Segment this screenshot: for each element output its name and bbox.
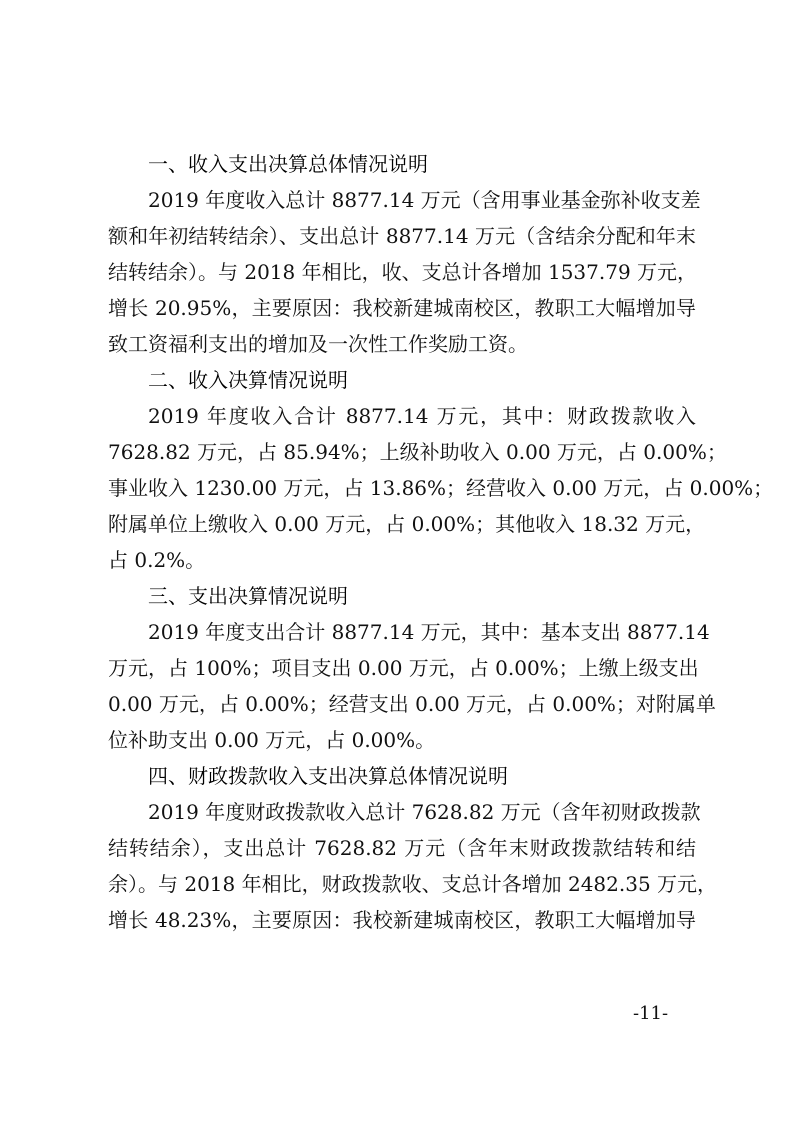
paragraph-line: 致工资福利支出的增加及一次性工作奖励工资。 — [108, 332, 528, 356]
section-fiscal-appropriation — [108, 758, 718, 938]
paragraph-line: 2019 年度收入合计 8877.14 万元，其中：财政拨款收入 — [148, 404, 696, 428]
paragraph-line: 位补助支出 0.00 万元，占 0.00%。 — [108, 728, 436, 752]
paragraph-line: 增长 20.95%，主要原因：我校新建城南校区，教职工大幅增加导 — [108, 296, 696, 320]
section-heading: 二、收入决算情况说明 — [148, 368, 348, 392]
document-body — [108, 146, 774, 938]
paragraph-line: 事业收入 1230.00 万元，占 13.86%；经营收入 0.00 万元，占 0.00%； — [108, 476, 774, 500]
paragraph-line: 余）。与 2018 年相比，财政拨款收、支总计各增加 2482.35 万元， — [108, 872, 718, 896]
paragraph-line: 占 0.2%。 — [108, 548, 206, 572]
paragraph-line: 附属单位上缴收入 0.00 万元，占 0.00%；其他收入 18.32 万元， — [108, 512, 706, 536]
section-paragraph — [108, 182, 701, 362]
section-heading: 一、收入支出决算总体情况说明 — [148, 152, 428, 176]
paragraph-line: 增长 48.23%，主要原因：我校新建城南校区，教职工大幅增加导 — [108, 908, 696, 932]
section-heading: 四、财政拨款收入支出决算总体情况说明 — [148, 764, 508, 788]
paragraph-line: 万元，占 100%；项目支出 0.00 万元，占 0.00%；上缴上级支出 — [108, 656, 699, 680]
paragraph-line: 2019 年度财政拨款收入总计 7628.82 万元（含年初财政拨款 — [148, 800, 701, 824]
paragraph-line: 2019 年度支出合计 8877.14 万元，其中：基本支出 8877.14 — [148, 620, 710, 644]
page-number: -11- — [633, 1003, 669, 1024]
paragraph-line: 2019 年度收入总计 8877.14 万元（含用事业基金弥补收支差 — [148, 188, 701, 212]
section-paragraph — [108, 398, 774, 578]
section-paragraph — [108, 614, 716, 758]
section-paragraph — [108, 794, 718, 938]
section-heading: 三、支出决算情况说明 — [148, 584, 348, 608]
paragraph-line: 结转结余），支出总计 7628.82 万元（含年末财政拨款结转和结 — [108, 836, 696, 860]
paragraph-line: 结转结余）。与 2018 年相比，收、支总计各增加 1537.79 万元， — [108, 260, 698, 284]
section-expenditure — [108, 578, 716, 758]
section-income — [108, 362, 774, 578]
paragraph-line: 额和年初结转结余）、支出总计 8877.14 万元（含结余分配和年末 — [108, 224, 696, 248]
section-overall — [108, 146, 701, 362]
paragraph-line: 0.00 万元，占 0.00%；经营支出 0.00 万元，占 0.00%；对附属单 — [108, 692, 716, 716]
paragraph-line: 7628.82 万元，占 85.94%；上级补助收入 0.00 万元，占 0.00%； — [108, 440, 727, 464]
